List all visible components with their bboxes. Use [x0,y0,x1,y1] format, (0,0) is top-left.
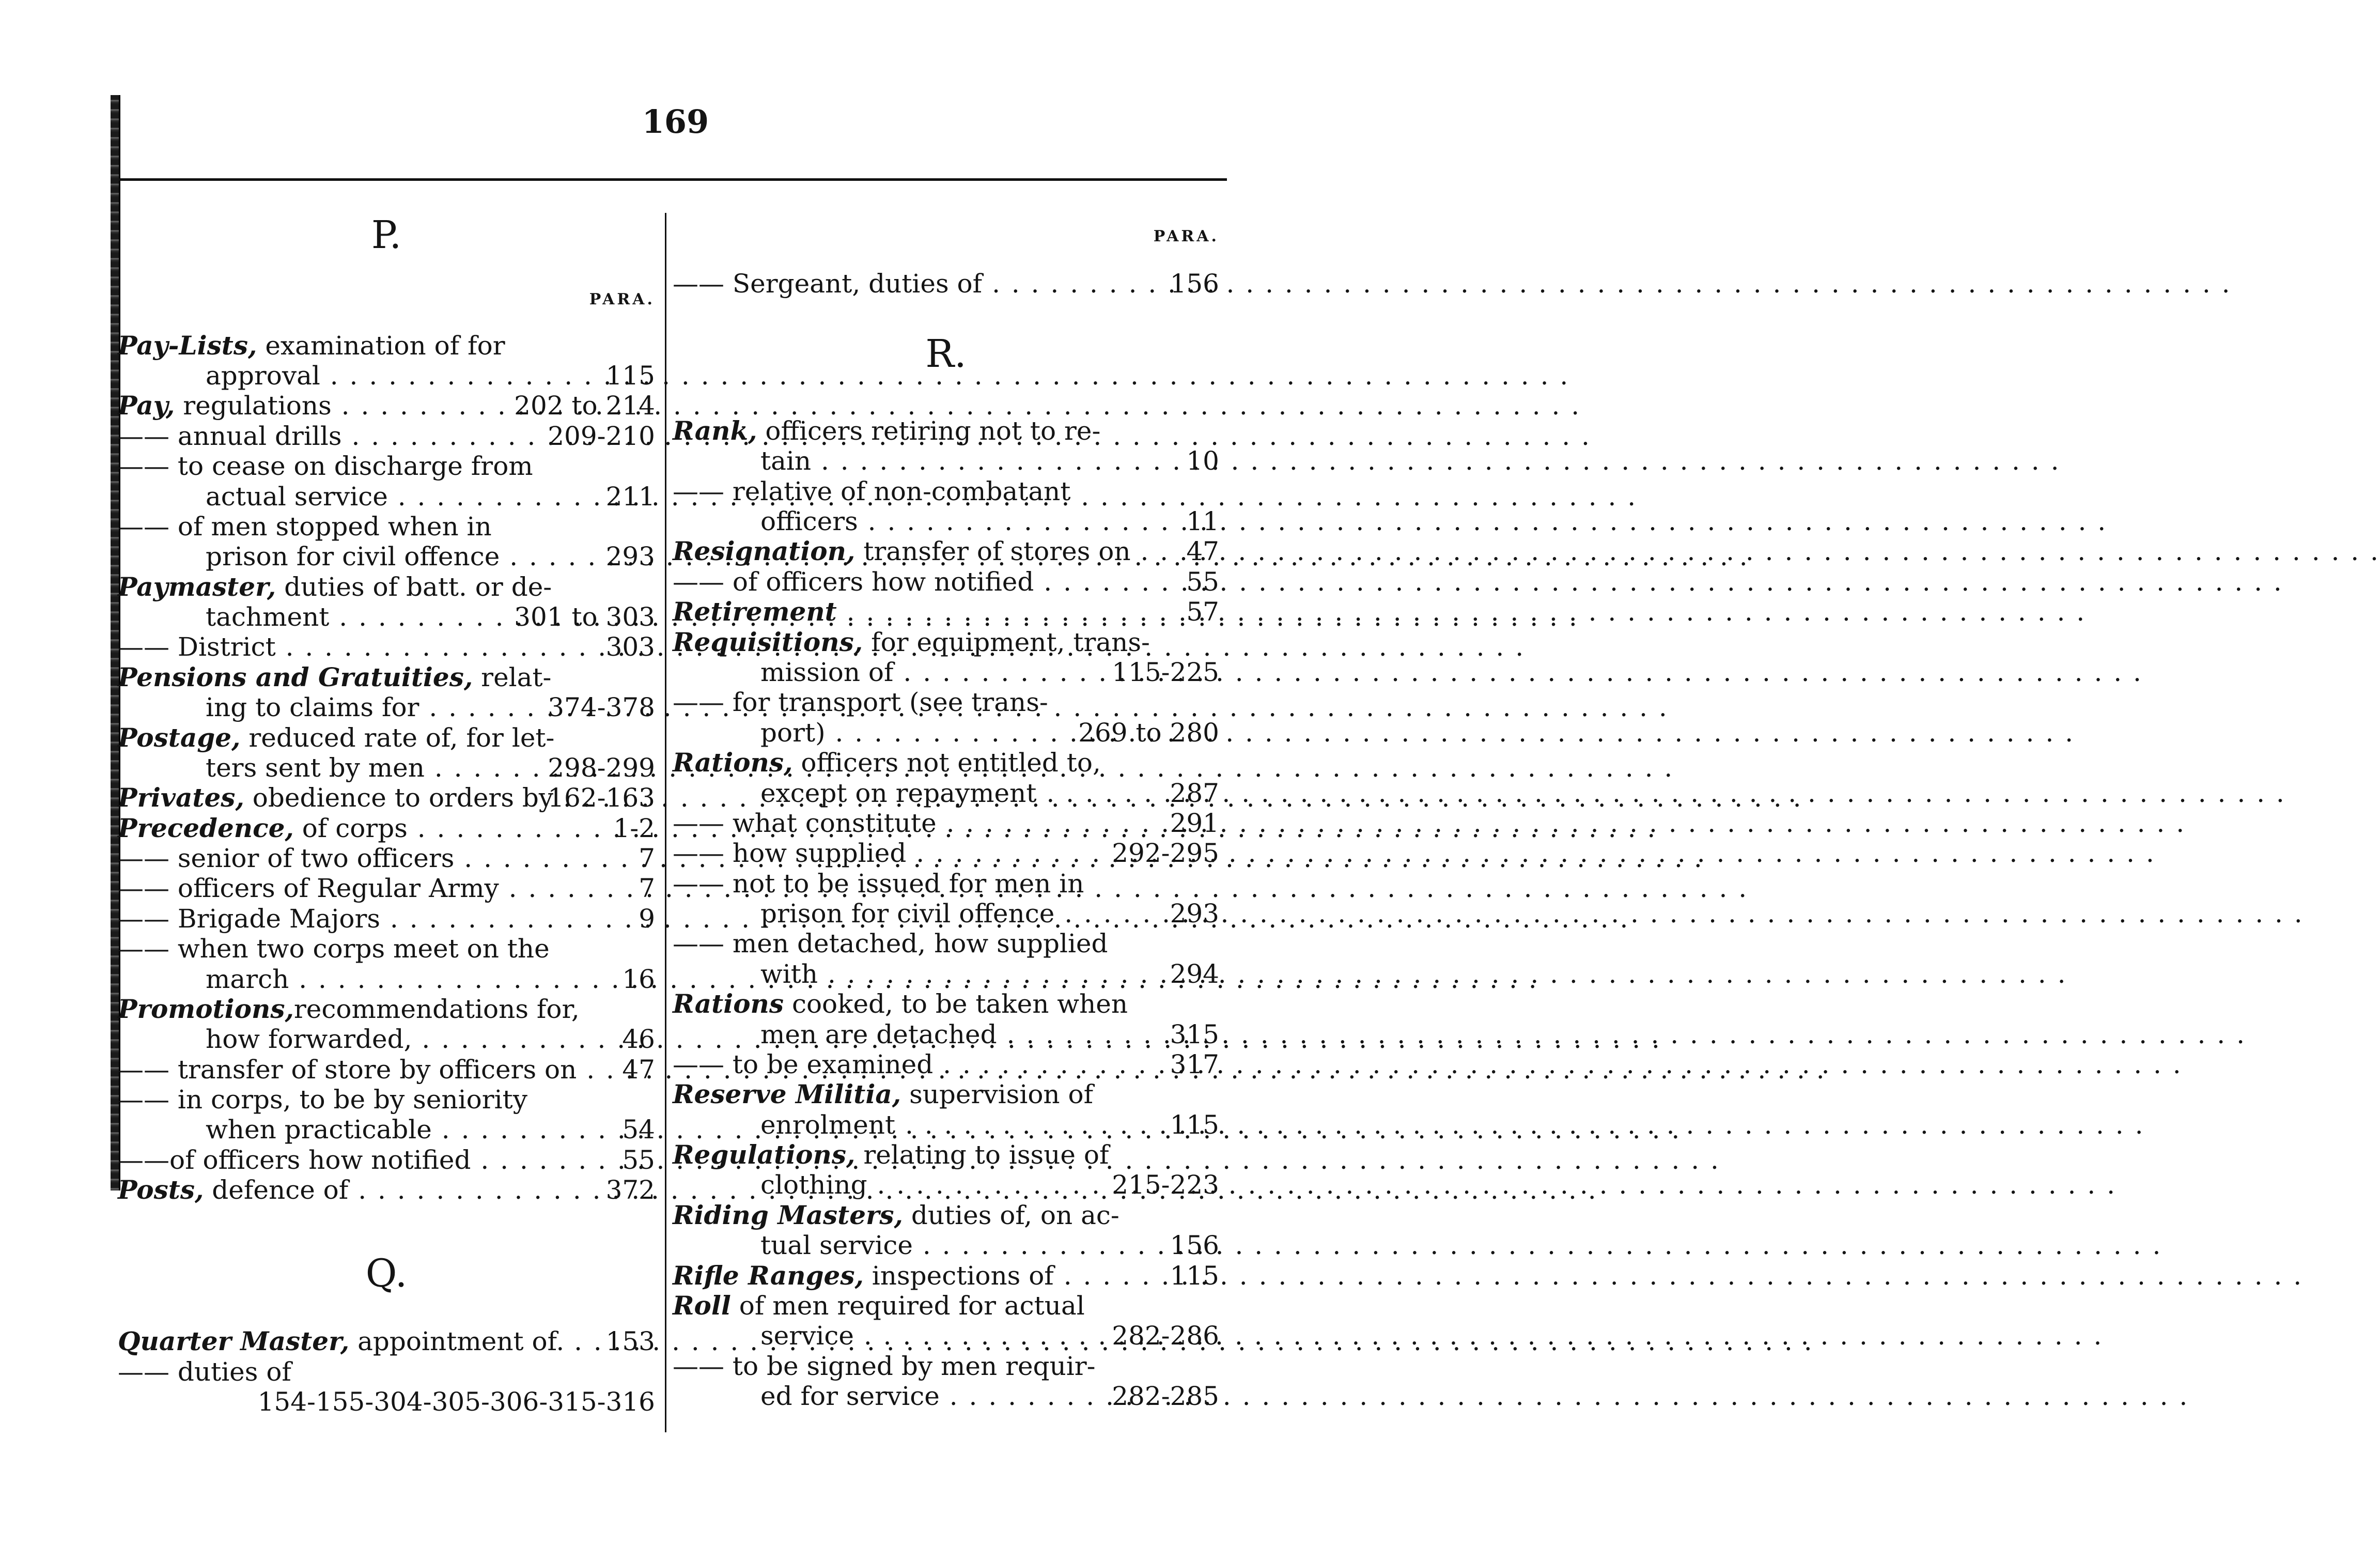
index-entry-description: officers [760,506,858,536]
index-entry-line [673,269,1219,299]
index-entry-text [673,1200,1119,1230]
index-entry-text [118,632,578,662]
index-entry-line [673,989,1219,1019]
index-entry-line [118,572,655,602]
paragraph-reference: 301 to 303 [514,602,655,632]
index-entry-text [206,1115,578,1145]
index-entry-description: clothing [760,1170,867,1200]
index-entry-text [118,782,554,813]
index-entry-line [673,567,1219,597]
index-headword: Regulations, [673,1139,855,1170]
index-entry-line [118,904,655,934]
index-entry-description: —— Brigade Majors [118,904,381,934]
index-entry-text [206,361,578,391]
para-heading: PARA. [589,290,655,308]
index-headword: Rifle Ranges, [673,1260,864,1291]
paragraph-reference: 211 [605,482,655,512]
index-entry-text [760,1110,1142,1140]
index-entry-text [673,687,1048,717]
index-headword: Postage, [118,722,241,753]
index-entry-description: —— in corps, to be by seniority [118,1085,527,1115]
index-entry-line [118,1387,655,1417]
index-entry-description: —— how supplied [673,838,907,868]
index-entry-text [118,1055,578,1085]
index-entry-description: relat- [473,662,552,692]
paragraph-reference: 372 [605,1175,655,1205]
index-entry-description: obedience to orders by [244,783,554,813]
index-entry-text [673,1351,1096,1381]
index-entry-description: transfer of stores on [855,536,1131,566]
index-entry-description: officers not entitled to, [792,748,1101,778]
index-entry-line [118,692,655,722]
index-entry-description: reduced rate of, for let- [240,723,555,753]
index-entry-line [673,476,1219,506]
index-headword: Resignation, [673,536,855,566]
index-entry-text [118,662,551,692]
index-entry-description: —— Sergeant, duties of [673,269,983,299]
paragraph-reference: 54 [622,1115,655,1145]
index-entry-description: men are detached [760,1019,997,1049]
index-entry-description: prison for civil offence [760,899,1055,929]
paragraph-reference: 7 [639,873,655,903]
index-headword: Posts, [118,1174,204,1205]
paragraph-reference: 10 [1186,446,1219,476]
index-entry-text [760,657,1044,687]
index-entry-description: officers retiring not to re- [757,416,1101,446]
index-entry-text [673,838,1044,868]
index-entry-line [118,934,655,964]
paragraph-reference: 374-378 [548,692,655,722]
index-entry-description: —— not to be issued for men in [673,869,1084,899]
index-entry-line [118,361,655,391]
paragraph-reference: 115 [1170,1110,1219,1140]
index-entry-description: with [760,959,818,989]
index-entry-text [118,1326,578,1356]
paragraph-reference: 298-299 [548,753,655,783]
para-heading: PARA. [1153,227,1219,245]
paragraph-reference: 1-2 [613,813,655,843]
paragraph-reference: 115 [1170,1261,1219,1291]
index-entry-description: —— duties of [118,1357,291,1387]
index-entry-text [760,899,1142,929]
index-entry-description: —— when two corps meet on the [118,934,550,964]
index-headword: Reserve Militia, [673,1079,901,1109]
index-entry-line [118,1055,655,1085]
index-entry-text [673,1261,1142,1291]
paragraph-reference: 11 [1186,506,1219,536]
index-entry-text [673,989,1128,1019]
index-entry-line [118,753,655,783]
index-entry-description: regulations [175,391,332,421]
index-entry-description: port) [760,718,826,748]
paragraph-reference: 215-223 [1112,1170,1219,1200]
index-entry-line [673,506,1219,536]
index-entry-description: when practicable [206,1115,432,1145]
index-entry-description: —— officers of Regular Army [118,873,499,903]
index-entry-text [118,843,578,873]
index-entry-text [206,602,479,632]
index-entry-line [118,542,655,571]
index-entry-line [673,718,1219,748]
index-entry-description: tual service [760,1230,913,1260]
page-number: 169 [642,103,709,141]
index-entry-line [673,446,1219,476]
index-entry-line [673,1019,1219,1049]
index-entry-line [673,1230,1219,1260]
index-entry-description: —— senior of two officers [118,843,455,873]
paragraph-reference: 153 [605,1326,655,1356]
index-entry-description: defence of [204,1175,349,1205]
index-entry-line [673,1110,1219,1140]
index-entry-text [760,959,1142,989]
index-entry-line [673,687,1219,717]
index-headword: Pensions and Gratuities, [118,662,473,692]
index-entry-text [118,391,479,421]
index-entry-text [206,1024,578,1054]
index-entry-description: mission of [760,657,894,687]
paragraph-reference: 293 [605,542,655,571]
index-entry-text [673,269,1142,299]
index-entry-line [118,662,655,692]
paragraph-reference: 303 [605,632,655,662]
index-entry-description: ——of officers how notified [118,1145,471,1175]
index-entry-line [118,1326,655,1356]
index-entry-text [118,813,578,843]
index-entry-text [673,476,1070,506]
index-entry-description: —— what constitute [673,808,937,838]
index-entry-line [118,1145,655,1175]
index-entry-line [118,391,655,421]
index-entry-description: duties of batt. or de- [276,572,552,602]
index-entry-description: of corps [293,813,408,843]
index-entry-text [760,1019,1142,1049]
index-entry-line [673,1261,1219,1291]
index-entry-text [118,572,552,602]
index-entry-line [673,536,1219,566]
index-entry-line [673,1170,1219,1200]
index-entry-line [118,1357,655,1387]
index-entry-description: —— to cease on discharge from [118,451,533,481]
paragraph-reference: 282-286 [1112,1321,1219,1351]
index-entry-line [673,627,1219,657]
index-entry-description: —— District [118,632,276,662]
index-entry-text [673,627,1150,657]
index-headword: Paymaster, [118,571,276,602]
index-entry-line [118,723,655,753]
paragraph-reference: 55 [1186,567,1219,597]
paragraph-reference: 162-163 [548,783,655,813]
index-entry-line [673,869,1219,899]
index-entry-description: inspections of [863,1261,1054,1291]
index-entry-line [118,1115,655,1145]
index-entry-text [118,934,550,964]
index-entry-text [118,512,492,542]
paragraph-reference: 16 [622,964,655,994]
index-entry-description: ed for service [760,1381,940,1411]
index-entry-line [673,959,1219,989]
index-entry-description: service [760,1321,854,1351]
index-entry-text [760,1381,1044,1411]
index-entry-text [760,1170,1044,1200]
paragraph-reference: 115-225 [1112,657,1219,687]
index-headword: Rations, [673,747,793,778]
section-letter-r: R. [925,332,967,376]
index-entry-text [673,1140,1109,1170]
index-entry-text [673,567,1142,597]
paragraph-reference: 154-155-304-305-306-315-316 [257,1387,655,1417]
index-entry-line [118,1085,655,1115]
paragraph-reference: 293 [1170,899,1219,929]
index-entry-description: —— to be signed by men requir- [673,1351,1096,1381]
index-entry-description: enrolment [760,1110,896,1140]
index-entry-description: actual service [206,482,388,512]
index-entry-text [118,723,554,753]
index-entry-text [206,482,578,512]
index-entry-line [118,813,655,843]
paragraph-reference: 287 [1170,778,1219,808]
index-entry-line [673,808,1219,838]
index-entry-text [760,446,1142,476]
index-entry-line [673,899,1219,929]
index-entry-text [673,536,1142,566]
index-headword: Requisitions, [673,627,863,657]
paragraph-reference: 115 [605,361,655,391]
index-entry-text [673,929,1108,958]
index-entry-line [673,838,1219,868]
index-entry-text [118,1145,578,1175]
index-entry-line [673,1291,1219,1321]
index-entry-text [673,416,1100,446]
paragraph-reference: 9 [639,904,655,934]
index-entry-description: duties of, on ac- [903,1200,1119,1230]
index-entry-text [760,1230,1142,1260]
section-letter-q: Q. [365,1251,408,1296]
index-entry-line [118,421,655,451]
paragraph-reference: 46 [622,1024,655,1054]
index-entry-line [118,1175,655,1205]
paragraph-reference: 7 [639,843,655,873]
index-entry-description: for equipment, trans- [863,627,1150,657]
paragraph-reference: 292-295 [1112,838,1219,868]
index-entry-text [118,1357,291,1387]
index-entry-line [118,964,655,994]
index-entry-description: tachment [206,602,330,632]
paragraph-reference: 317 [1170,1049,1219,1079]
index-headword: Privates, [118,782,244,813]
paragraph-reference: 282-285 [1112,1381,1219,1411]
index-entry-line [673,1381,1219,1411]
index-entry-line [673,748,1219,778]
index-entry-description: approval [206,361,320,391]
paragraph-reference: 47 [1186,536,1219,566]
index-entry-description: ters sent by men [206,753,425,783]
index-entry-description: cooked, to be taken when [784,989,1128,1019]
index-entry-line [673,1200,1219,1230]
paragraph-reference: 209-210 [548,421,655,451]
paragraph-reference: 294 [1170,959,1219,989]
index-entry-line [118,843,655,873]
index-entry-line [673,1321,1219,1351]
index-entry-line [118,873,655,903]
index-headword: Roll [673,1290,731,1321]
index-entry-line [673,1140,1219,1170]
index-entry-text [118,331,505,361]
index-headword: Pay, [118,390,175,421]
index-entry-line [673,1351,1219,1381]
index-headword: Rations [673,988,784,1019]
index-entry-description: how forwarded, [206,1024,412,1054]
index-entry-description: —— relative of non-combatant [673,476,1071,506]
index-entry-text [673,869,1084,899]
index-entry-description: —— of men stopped when in [118,512,492,542]
index-entry-description: examination of for [257,331,505,361]
index-entry-text [673,1049,1142,1079]
index-entry-description: except on repayment [760,778,1037,808]
index-entry-text [673,808,1142,838]
index-entry-description: —— transfer of store by officers on [118,1055,577,1085]
index-entry-line [118,994,655,1024]
index-entry-text [760,1321,1044,1351]
index-headword: Rank, [673,415,757,446]
paragraph-reference: 156 [1170,1230,1219,1260]
index-entry-line [673,929,1219,958]
index-entry-description: —— for transport (see trans- [673,687,1048,717]
index-entry-text [673,597,1142,627]
index-entry-text [206,753,479,783]
index-entry-line [673,778,1219,808]
index-entry-text [206,964,578,994]
index-entry-text [206,692,479,722]
index-entry-line [673,1079,1219,1109]
index-entry-text [118,904,578,934]
index-entry-description: tain [760,446,812,476]
right-column [673,0,1219,1562]
paragraph-reference: 47 [622,1055,655,1085]
index-entry-line [673,597,1219,627]
index-entry-text [118,994,580,1024]
index-entry-line [118,602,655,632]
index-entry-description: —— of officers how notified [673,567,1034,597]
section-letter-p: P. [371,213,402,257]
index-entry-text [118,421,479,451]
index-entry-line [118,331,655,361]
index-headword: Precedence, [118,813,294,843]
paragraph-reference: 156 [1170,269,1219,299]
paragraph-reference: 202 to 214 [514,391,655,421]
index-entry-description: appointment of. [349,1326,565,1356]
index-entry-text [760,718,1044,748]
index-entry-line [118,783,655,813]
index-entry-text [118,873,578,903]
index-entry-text [118,1175,578,1205]
index-entry-description: —— to be examined [673,1049,934,1079]
paragraph-reference: 269 to 280 [1078,718,1219,748]
index-entry-line [118,632,655,662]
index-entry-description: —— men detached, how supplied [673,929,1108,958]
index-entry-line [118,451,655,481]
index-entry-line [118,482,655,512]
index-entry-line [118,1024,655,1054]
index-entry-line [118,512,655,542]
paragraph-reference: 55 [622,1145,655,1175]
index-entry-text [760,778,1142,808]
index-entry-description: recommendations for, [293,994,580,1024]
index-entry-description: march [206,964,289,994]
paragraph-reference: 57 [1186,597,1219,627]
index-entry-description: —— annual drills [118,421,342,451]
index-entry-text [118,451,533,481]
index-headword: Pay-Lists, [118,330,257,361]
left-column [118,0,655,1562]
index-headword: Quarter Master, [118,1326,350,1356]
index-headword: Riding Masters, [673,1200,903,1230]
index-entry-line [673,1049,1219,1079]
index-entry-line [673,416,1219,446]
index-entry-text [673,748,1101,778]
paragraph-reference: 315 [1170,1019,1219,1049]
paragraph-reference: 291 [1170,808,1219,838]
index-entry-description: of men required for actual [730,1291,1085,1321]
index-entry-description: supervision of [901,1079,1094,1109]
index-entry-text [760,506,1142,536]
index-entry-text [673,1291,1085,1321]
index-entry-text [673,1079,1093,1109]
index-headword: Retirement [673,596,837,627]
index-entry-description: ing to claims for [206,692,419,722]
index-entry-description: prison for civil offence [206,542,500,571]
index-entry-text [118,1085,527,1115]
index-entry-line [673,657,1219,687]
index-entry-text [206,542,578,571]
index-headword: Promotions, [118,994,294,1024]
index-entry-description: relating to issue of [855,1140,1109,1170]
